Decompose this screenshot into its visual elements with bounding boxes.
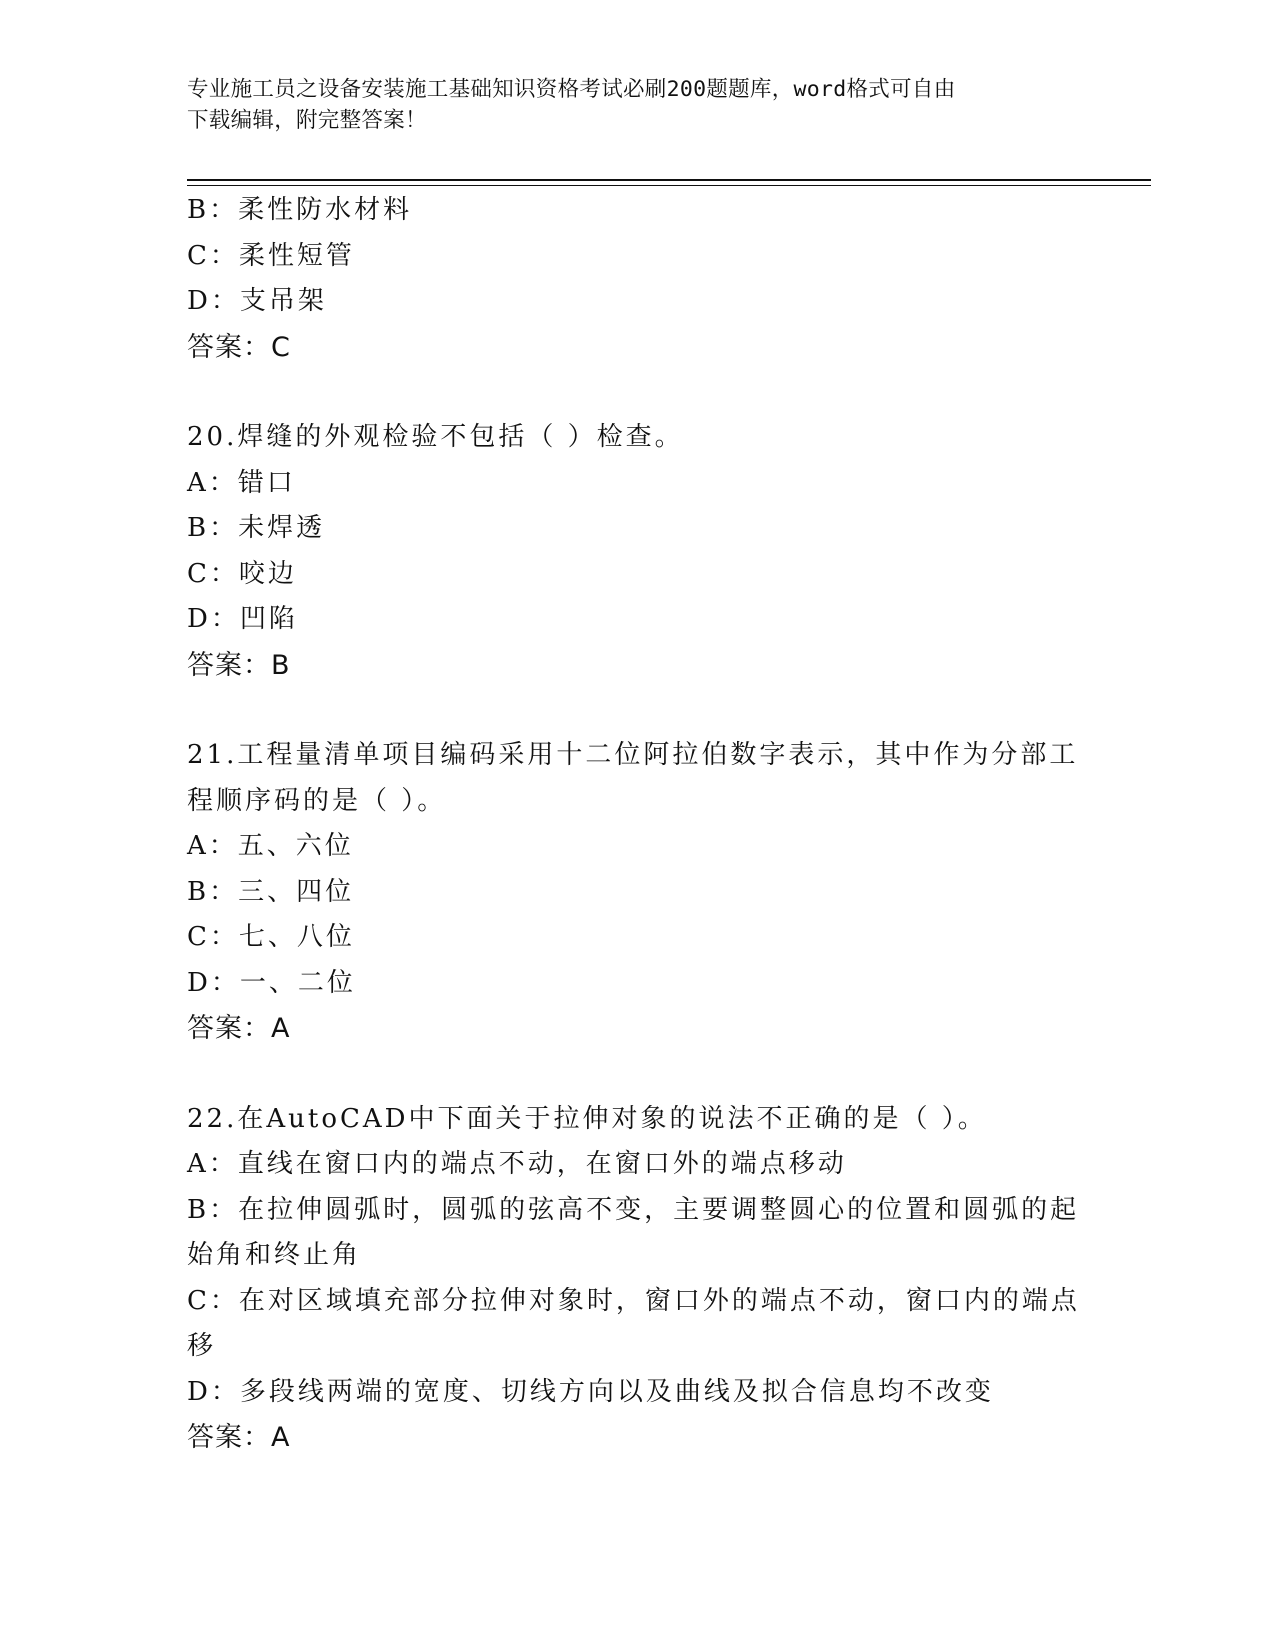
option-d: D：多段线两端的宽度、切线方向以及曲线及拟合信息均不改变 [187, 1376, 994, 1407]
spacer [187, 1052, 1087, 1097]
answer: 答案：C [187, 331, 291, 363]
option-c: C：在对区域填充部分拉伸对象时，窗口外的端点不动，窗口内的端点 [187, 1285, 1080, 1316]
option-c: C：七、八位 [187, 922, 355, 952]
question-22 [187, 1097, 1087, 1461]
header-divider [187, 179, 1151, 186]
header-line-1: 专业施工员之设备安装施工基础知识资格考试必刷200题题库，word格式可自由 [187, 77, 956, 102]
question-stem: 22.在AutoCAD中下面关于拉伸对象的说法不正确的是（ ）。 [187, 1103, 987, 1134]
option-b-continued: 始角和终止角 [187, 1240, 362, 1270]
answer: 答案：A [187, 1013, 291, 1044]
option-d: D：支吊架 [187, 286, 327, 316]
answer: 答案：B [187, 649, 291, 681]
option-d: D：一、二位 [187, 967, 356, 998]
question-stem: 21.工程量清单项目编码采用十二位阿拉伯数字表示，其中作为分部工 [187, 740, 1079, 770]
question-21 [187, 733, 1087, 1052]
option-a: A：五、六位 [187, 831, 354, 861]
answer: 答案：A [187, 1422, 291, 1453]
question-20 [187, 415, 1087, 688]
option-c-continued: 移 [187, 1331, 217, 1361]
question-stem-continued: 程顺序码的是（ ）。 [187, 785, 447, 816]
header-line-2: 下载编辑，附完整答案！ [187, 108, 427, 133]
option-b: B：三、四位 [187, 876, 355, 907]
spacer [187, 688, 1087, 733]
option-d: D：凹陷 [187, 604, 298, 634]
option-a: A：错口 [187, 467, 296, 498]
question-content [187, 188, 1087, 1461]
option-b: B：柔性防水材料 [187, 195, 413, 225]
question-stem: 20.焊缝的外观检验不包括（ ）检查。 [187, 422, 684, 452]
option-a: A：直线在窗口内的端点不动，在窗口外的端点移动 [187, 1149, 847, 1179]
option-c: C：柔性短管 [187, 240, 355, 271]
option-b: B：未焊透 [187, 513, 326, 543]
question-19-tail [187, 188, 1087, 370]
option-c: C：咬边 [187, 558, 297, 589]
document-header [187, 74, 1067, 136]
spacer [187, 370, 1087, 415]
option-b: B：在拉伸圆弧时，圆弧的弦高不变，主要调整圆心的位置和圆弧的起 [187, 1194, 1080, 1225]
